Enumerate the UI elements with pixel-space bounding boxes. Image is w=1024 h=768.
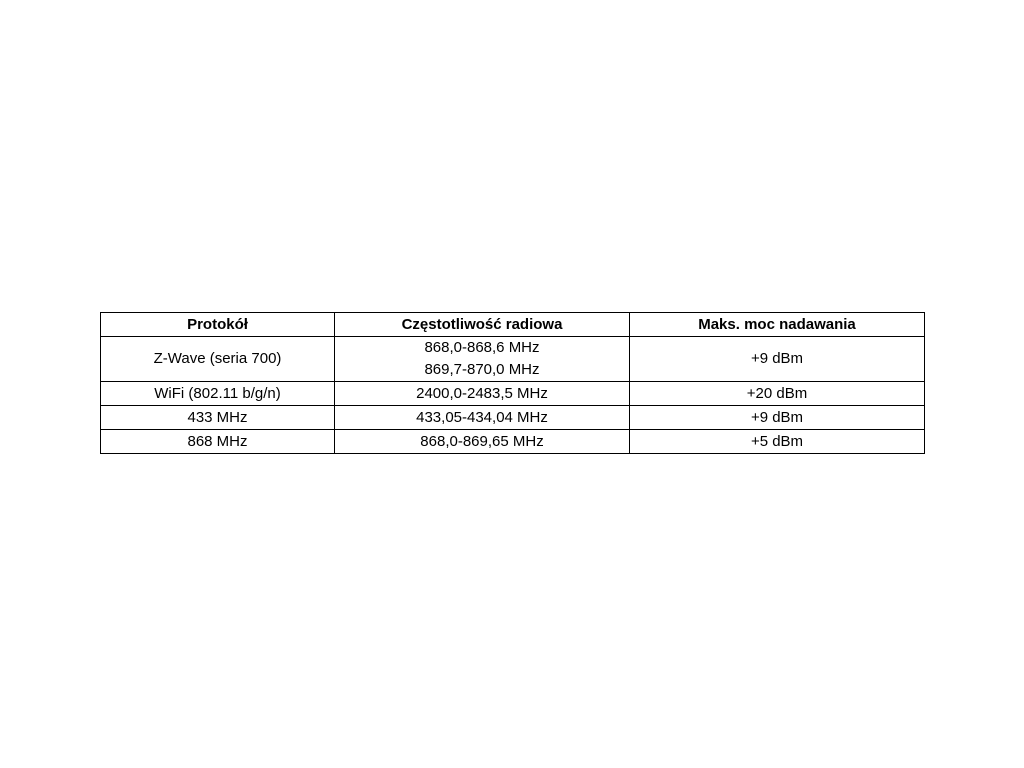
cell-power: +9 dBm (630, 337, 925, 382)
column-header-power: Maks. moc nadawania (630, 313, 925, 337)
cell-protocol: Z-Wave (seria 700) (101, 337, 335, 382)
cell-frequency (335, 406, 630, 430)
table-row (101, 382, 925, 406)
frequency-line: 869,7-870,0 MHz (424, 361, 540, 378)
frequency-line: 868,0-868,6 MHz (424, 339, 540, 356)
cell-protocol: 868 MHz (101, 430, 335, 454)
frequency-line: 868,0-869,65 MHz (420, 432, 544, 450)
cell-frequency (335, 430, 630, 454)
cell-frequency (335, 337, 630, 382)
cell-power: +9 dBm (630, 406, 925, 430)
cell-power: +20 dBm (630, 382, 925, 406)
cell-protocol: 433 MHz (101, 406, 335, 430)
column-header-protocol: Protokół (101, 313, 335, 337)
table-header-row (101, 313, 925, 337)
frequency-line: 2400,0-2483,5 MHz (416, 384, 548, 402)
column-header-frequency: Częstotliwość radiowa (335, 313, 630, 337)
table-row (101, 430, 925, 454)
cell-protocol: WiFi (802.11 b/g/n) (101, 382, 335, 406)
table-row (101, 337, 925, 382)
table-row (101, 406, 925, 430)
cell-frequency (335, 382, 630, 406)
cell-power: +5 dBm (630, 430, 925, 454)
frequency-line: 433,05-434,04 MHz (416, 408, 548, 426)
radio-spec-table (100, 312, 925, 454)
